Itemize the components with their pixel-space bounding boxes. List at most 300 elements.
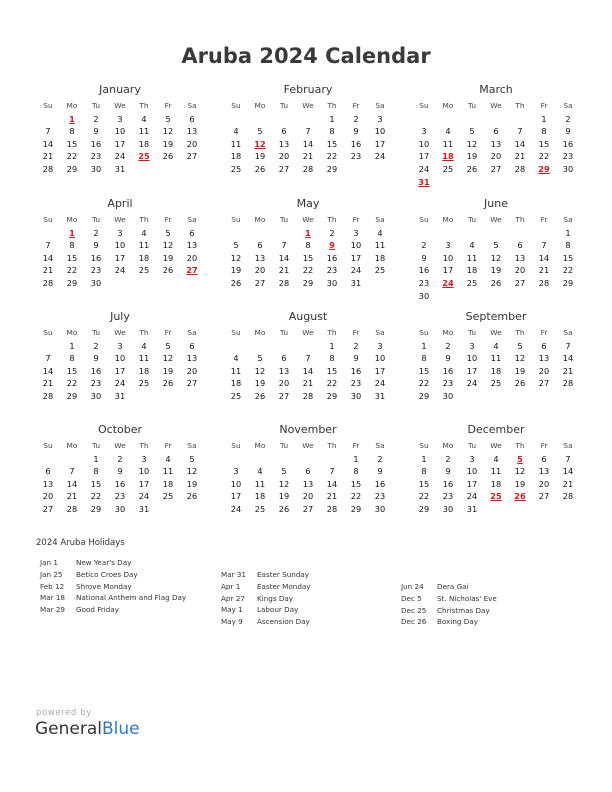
- day-cell: 29: [418, 503, 430, 514]
- day-cell: 9: [93, 240, 99, 251]
- month-october: [36, 422, 204, 516]
- day-cell: 24: [466, 491, 478, 502]
- empty-cell: [248, 340, 272, 353]
- day-cell: 30: [562, 163, 574, 174]
- day-cell: 28: [42, 277, 54, 288]
- weekday-label: Th: [515, 441, 525, 450]
- day-cell: 14: [302, 138, 314, 149]
- day-cell: 23: [350, 151, 362, 162]
- day-cell: 1: [329, 113, 335, 124]
- day-cell: 13: [538, 353, 550, 364]
- day-cell: 14: [538, 252, 550, 263]
- day-cell: 6: [541, 340, 547, 351]
- day-cell: 19: [254, 378, 266, 389]
- day-cell: 7: [69, 466, 75, 477]
- day-cell: 17: [466, 478, 478, 489]
- day-cell: 12: [230, 252, 242, 263]
- empty-cell: [296, 340, 320, 353]
- holiday-day-cell: 1: [305, 227, 311, 238]
- weekday-label: We: [114, 441, 126, 450]
- day-cell: 8: [421, 466, 427, 477]
- day-cell: 25: [374, 265, 386, 276]
- day-cell: 5: [517, 340, 523, 351]
- holiday-date: Jun 24: [401, 582, 424, 591]
- empty-cell: [60, 453, 84, 466]
- weekday-label: Sa: [187, 441, 197, 450]
- day-cell: 8: [353, 466, 359, 477]
- day-cell: 21: [42, 151, 54, 162]
- holiday-row: [221, 593, 311, 605]
- weekday-label: Su: [419, 441, 429, 450]
- day-cell: 8: [69, 240, 75, 251]
- weekday-label: Mo: [254, 328, 266, 337]
- day-cell: 27: [254, 277, 266, 288]
- holiday-name: Easter Sunday: [257, 570, 310, 579]
- month-september: [412, 309, 580, 403]
- day-cell: 4: [233, 353, 239, 364]
- empty-cell: [412, 113, 436, 126]
- day-cell: 11: [490, 466, 502, 477]
- day-cell: 15: [302, 252, 314, 263]
- day-cell: 15: [538, 138, 550, 149]
- day-cell: 5: [257, 353, 263, 364]
- day-cell: 25: [138, 378, 150, 389]
- day-cell: 28: [278, 277, 290, 288]
- day-cell: 22: [418, 491, 430, 502]
- day-cell: 16: [418, 265, 430, 276]
- month-name: November: [279, 423, 337, 436]
- holiday-date: Dec 25: [401, 605, 427, 615]
- day-cell: 11: [162, 466, 174, 477]
- day-cell: 19: [514, 478, 526, 489]
- holiday-name: Good Friday: [76, 605, 119, 615]
- holidays-heading: 2024 Aruba Holidays: [36, 538, 125, 548]
- holiday-day-cell: 25: [138, 151, 150, 162]
- weekday-label: Fr: [352, 101, 360, 110]
- day-cell: 29: [66, 390, 78, 401]
- weekday-label: Th: [515, 215, 525, 224]
- day-cell: 27: [278, 163, 290, 174]
- day-cell: 27: [538, 378, 550, 389]
- day-cell: 3: [421, 126, 427, 137]
- day-cell: 26: [254, 390, 266, 401]
- day-cell: 9: [565, 126, 571, 137]
- holiday-date: Jan 25: [40, 569, 63, 579]
- day-cell: 13: [186, 126, 198, 137]
- day-cell: 14: [562, 466, 574, 477]
- day-cell: 3: [233, 466, 239, 477]
- day-cell: 30: [442, 503, 454, 514]
- day-cell: 4: [165, 453, 171, 464]
- day-cell: 19: [466, 151, 478, 162]
- day-cell: 2: [377, 453, 383, 464]
- day-cell: 21: [538, 265, 550, 276]
- day-cell: 16: [90, 138, 102, 149]
- day-cell: 9: [353, 353, 359, 364]
- day-cell: 30: [114, 503, 126, 514]
- weekday-label: Su: [231, 328, 241, 337]
- empty-cell: [248, 113, 272, 126]
- day-cell: 24: [466, 378, 478, 389]
- month-december: [412, 422, 580, 516]
- weekday-label: Su: [43, 101, 53, 110]
- day-cell: 22: [66, 265, 78, 276]
- empty-cell: [532, 227, 556, 240]
- empty-cell: [36, 453, 60, 466]
- month-name: March: [479, 83, 513, 96]
- day-cell: 10: [418, 138, 430, 149]
- day-cell: 6: [541, 453, 547, 464]
- day-cell: 20: [186, 138, 198, 149]
- holiday-name: National Anthem and Flag Day: [76, 593, 187, 603]
- holiday-name: Labour Day: [257, 605, 299, 615]
- weekday-label: Tu: [279, 441, 289, 450]
- weekday-label: Fr: [352, 328, 360, 337]
- day-cell: 29: [302, 277, 314, 288]
- holiday-name: Dera Gai: [437, 582, 469, 591]
- weekday-label: Su: [231, 215, 241, 224]
- month-name: January: [99, 83, 141, 96]
- holiday-date: Dec 26: [401, 617, 427, 627]
- day-cell: 17: [374, 138, 386, 149]
- day-cell: 17: [230, 491, 242, 502]
- holiday-row: [401, 616, 497, 628]
- day-cell: 25: [254, 503, 266, 514]
- weekday-label: We: [490, 328, 502, 337]
- day-cell: 17: [138, 478, 150, 489]
- day-cell: 25: [466, 277, 478, 288]
- day-cell: 28: [302, 163, 314, 174]
- weekday-label: Sa: [563, 328, 573, 337]
- empty-cell: [272, 227, 296, 240]
- empty-cell: [436, 227, 460, 240]
- day-cell: 19: [162, 138, 174, 149]
- empty-cell: [224, 340, 248, 353]
- month-february: [224, 82, 392, 176]
- empty-cell: [320, 453, 344, 466]
- day-cell: 1: [93, 453, 99, 464]
- day-cell: 21: [66, 491, 78, 502]
- day-cell: 12: [514, 353, 526, 364]
- day-cell: 5: [493, 240, 499, 251]
- day-cell: 22: [418, 378, 430, 389]
- weekday-label: Sa: [375, 328, 385, 337]
- day-cell: 7: [517, 126, 523, 137]
- weekday-label: Mo: [254, 441, 266, 450]
- day-cell: 21: [42, 378, 54, 389]
- day-cell: 23: [114, 491, 126, 502]
- weekday-label: Tu: [467, 215, 477, 224]
- weekday-label: Fr: [540, 215, 548, 224]
- day-cell: 13: [538, 466, 550, 477]
- holiday-day-cell: 9: [329, 240, 335, 251]
- month-grid: [412, 100, 580, 188]
- weekday-label: Tu: [91, 215, 101, 224]
- day-cell: 13: [490, 138, 502, 149]
- day-cell: 12: [490, 252, 502, 263]
- day-cell: 9: [421, 252, 427, 263]
- empty-cell: [36, 227, 60, 240]
- day-cell: 4: [141, 340, 147, 351]
- day-cell: 25: [230, 163, 242, 174]
- day-cell: 7: [45, 353, 51, 364]
- month-name: October: [97, 423, 143, 436]
- weekday-label: Th: [139, 328, 149, 337]
- day-cell: 4: [493, 453, 499, 464]
- holiday-day-cell: 12: [254, 138, 266, 149]
- day-cell: 7: [541, 240, 547, 251]
- holiday-date: Apr 27: [221, 593, 245, 603]
- day-cell: 20: [302, 491, 314, 502]
- day-cell: 27: [302, 503, 314, 514]
- day-cell: 30: [326, 277, 338, 288]
- day-cell: 27: [278, 390, 290, 401]
- day-cell: 13: [278, 365, 290, 376]
- day-cell: 23: [90, 151, 102, 162]
- day-cell: 19: [186, 478, 198, 489]
- day-cell: 26: [490, 277, 502, 288]
- empty-cell: [412, 227, 436, 240]
- day-cell: 6: [305, 466, 311, 477]
- day-cell: 9: [377, 466, 383, 477]
- weekday-label: Tu: [91, 328, 101, 337]
- day-cell: 12: [162, 126, 174, 137]
- day-cell: 22: [326, 378, 338, 389]
- weekday-label: Tu: [467, 328, 477, 337]
- day-cell: 28: [514, 163, 526, 174]
- day-cell: 28: [42, 390, 54, 401]
- day-cell: 24: [374, 151, 386, 162]
- day-cell: 19: [490, 265, 502, 276]
- day-cell: 31: [138, 503, 150, 514]
- weekday-label: Sa: [187, 101, 197, 110]
- day-cell: 4: [377, 227, 383, 238]
- month-august: [224, 309, 392, 403]
- day-cell: 11: [230, 365, 242, 376]
- day-cell: 23: [418, 277, 430, 288]
- day-cell: 22: [350, 491, 362, 502]
- day-cell: 28: [538, 277, 550, 288]
- day-cell: 16: [442, 365, 454, 376]
- day-cell: 14: [278, 252, 290, 263]
- month-grid: [224, 214, 392, 290]
- day-cell: 25: [490, 378, 502, 389]
- day-cell: 20: [278, 151, 290, 162]
- weekday-label: Mo: [66, 101, 78, 110]
- day-cell: 8: [305, 240, 311, 251]
- holiday-row: [40, 592, 186, 604]
- day-cell: 2: [421, 240, 427, 251]
- month-grid: [224, 327, 392, 403]
- day-cell: 11: [374, 240, 386, 251]
- empty-cell: [460, 113, 484, 126]
- day-cell: 10: [442, 252, 454, 263]
- weekday-label: Fr: [164, 328, 172, 337]
- day-cell: 24: [114, 378, 126, 389]
- holiday-day-cell: 25: [490, 491, 502, 502]
- day-cell: 26: [230, 277, 242, 288]
- holiday-day-cell: 18: [442, 151, 454, 162]
- day-cell: 12: [514, 466, 526, 477]
- day-cell: 10: [350, 240, 362, 251]
- generalblue-logo[interactable]: [35, 719, 140, 739]
- day-cell: 15: [350, 478, 362, 489]
- day-cell: 18: [138, 365, 150, 376]
- day-cell: 2: [445, 453, 451, 464]
- day-cell: 30: [442, 390, 454, 401]
- holiday-name: Boxing Day: [437, 617, 478, 627]
- day-cell: 3: [117, 113, 123, 124]
- holiday-name: New Year's Day: [76, 558, 132, 567]
- weekday-label: Mo: [442, 441, 454, 450]
- month-may: [224, 196, 392, 290]
- weekday-label: Sa: [375, 215, 385, 224]
- day-cell: 27: [186, 151, 198, 162]
- day-cell: 15: [66, 138, 78, 149]
- day-cell: 16: [326, 252, 338, 263]
- weekday-label: Mo: [66, 328, 78, 337]
- day-cell: 24: [138, 491, 150, 502]
- weekday-label: Th: [139, 441, 149, 450]
- day-cell: 17: [114, 252, 126, 263]
- day-cell: 19: [254, 151, 266, 162]
- day-cell: 28: [302, 390, 314, 401]
- day-cell: 10: [230, 478, 242, 489]
- day-cell: 15: [326, 138, 338, 149]
- day-cell: 3: [445, 240, 451, 251]
- day-cell: 6: [281, 353, 287, 364]
- weekday-label: Tu: [279, 101, 289, 110]
- holiday-row: [401, 593, 497, 605]
- day-cell: 31: [466, 503, 478, 514]
- day-cell: 29: [418, 390, 430, 401]
- empty-cell: [272, 340, 296, 353]
- day-cell: 7: [305, 353, 311, 364]
- day-cell: 29: [326, 163, 338, 174]
- holiday-date: Jan 1: [40, 558, 58, 567]
- weekday-label: Mo: [442, 215, 454, 224]
- day-cell: 1: [353, 453, 359, 464]
- weekday-label: Th: [139, 101, 149, 110]
- day-cell: 8: [69, 353, 75, 364]
- empty-cell: [248, 453, 272, 466]
- weekday-label: We: [114, 215, 126, 224]
- weekday-label: Tu: [467, 441, 477, 450]
- holiday-date: Mar 29: [40, 605, 65, 615]
- day-cell: 3: [141, 453, 147, 464]
- day-cell: 22: [302, 265, 314, 276]
- day-cell: 7: [45, 126, 51, 137]
- day-cell: 10: [114, 353, 126, 364]
- holiday-date: Apr 1: [221, 581, 241, 591]
- day-cell: 18: [254, 491, 266, 502]
- day-cell: 10: [374, 353, 386, 364]
- holiday-row: [221, 581, 311, 593]
- day-cell: 20: [538, 478, 550, 489]
- month-name: August: [288, 310, 328, 323]
- month-grid: [36, 100, 204, 176]
- weekday-label: Th: [139, 215, 149, 224]
- day-cell: 30: [90, 277, 102, 288]
- day-cell: 20: [490, 151, 502, 162]
- day-cell: 13: [42, 478, 54, 489]
- day-cell: 9: [117, 466, 123, 477]
- day-cell: 21: [562, 365, 574, 376]
- day-cell: 6: [281, 126, 287, 137]
- weekday-label: Sa: [563, 215, 573, 224]
- day-cell: 4: [141, 113, 147, 124]
- page-title: Aruba 2024 Calendar: [181, 44, 431, 68]
- day-cell: 15: [66, 365, 78, 376]
- month-grid: [412, 214, 580, 302]
- day-cell: 6: [45, 466, 51, 477]
- weekday-label: Su: [419, 101, 429, 110]
- weekday-label: Th: [515, 328, 525, 337]
- day-cell: 11: [138, 240, 150, 251]
- holiday-row: [221, 569, 311, 581]
- empty-cell: [484, 227, 508, 240]
- day-cell: 20: [254, 265, 266, 276]
- day-cell: 6: [189, 113, 195, 124]
- day-cell: 8: [565, 240, 571, 251]
- weekday-label: We: [114, 101, 126, 110]
- day-cell: 26: [254, 163, 266, 174]
- day-cell: 27: [186, 378, 198, 389]
- day-cell: 16: [90, 365, 102, 376]
- day-cell: 24: [230, 503, 242, 514]
- holiday-row: [40, 581, 186, 593]
- day-cell: 17: [350, 252, 362, 263]
- day-cell: 14: [42, 365, 54, 376]
- day-cell: 12: [162, 353, 174, 364]
- holiday-date: Feb 12: [40, 581, 65, 591]
- weekday-label: Th: [327, 328, 337, 337]
- holiday-column: [401, 581, 497, 628]
- day-cell: 28: [562, 491, 574, 502]
- day-cell: 22: [90, 491, 102, 502]
- day-cell: 28: [42, 163, 54, 174]
- day-cell: 21: [326, 491, 338, 502]
- day-cell: 13: [254, 252, 266, 263]
- empty-cell: [296, 453, 320, 466]
- day-cell: 22: [562, 265, 574, 276]
- holiday-row: [40, 557, 186, 569]
- weekday-label: Tu: [279, 215, 289, 224]
- weekday-label: Th: [515, 101, 525, 110]
- day-cell: 31: [114, 390, 126, 401]
- weekday-label: Sa: [375, 101, 385, 110]
- day-cell: 11: [138, 353, 150, 364]
- month-grid: [412, 327, 580, 403]
- day-cell: 3: [117, 340, 123, 351]
- day-cell: 18: [162, 478, 174, 489]
- day-cell: 18: [230, 378, 242, 389]
- day-cell: 23: [562, 151, 574, 162]
- day-cell: 8: [329, 126, 335, 137]
- day-cell: 16: [350, 138, 362, 149]
- day-cell: 13: [514, 252, 526, 263]
- day-cell: 29: [350, 503, 362, 514]
- holiday-column: [221, 569, 311, 628]
- day-cell: 22: [66, 151, 78, 162]
- day-cell: 26: [162, 265, 174, 276]
- day-cell: 24: [350, 265, 362, 276]
- day-cell: 30: [374, 503, 386, 514]
- holiday-row: [401, 605, 497, 617]
- day-cell: 5: [469, 126, 475, 137]
- month-grid: [224, 100, 392, 176]
- day-cell: 3: [117, 227, 123, 238]
